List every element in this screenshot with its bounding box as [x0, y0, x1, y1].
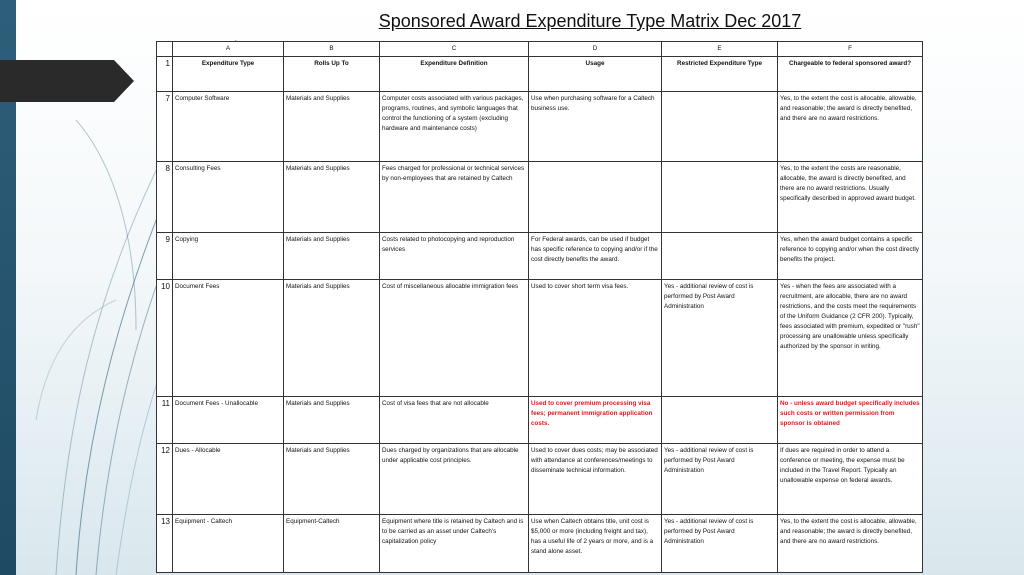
restricted-cell: Yes - additional review of cost is performed by Post Award Administration: [662, 280, 778, 397]
usage-cell: Used to cover short term visa fees.: [529, 280, 662, 397]
definition-cell: Fees charged for professional or technical services by non-employees that are retained by Caltech: [380, 162, 529, 233]
column-header: Expenditure Definition: [380, 57, 529, 92]
column-header: Rolls Up To: [284, 57, 380, 92]
column-letter-row: [157, 42, 923, 57]
table-row: [157, 397, 923, 444]
restricted-cell: [662, 92, 778, 162]
rolls-up-to-cell: Materials and Supplies: [284, 92, 380, 162]
rolls-up-to-cell: Equipment-Caltech: [284, 515, 380, 573]
row-number: 13: [157, 515, 173, 573]
definition-cell: Costs related to photocopying and reproduction services: [380, 233, 529, 280]
table-row: [157, 92, 923, 162]
definition-cell: Cost of miscellaneous allocable immigration fees: [380, 280, 529, 397]
usage-cell: Used to cover premium processing visa fees; permanent immigration application costs.: [529, 397, 662, 444]
rolls-up-to-cell: Materials and Supplies: [284, 162, 380, 233]
table-row: [157, 444, 923, 515]
rolls-up-to-cell: Materials and Supplies: [284, 444, 380, 515]
column-header: Expenditure Type: [173, 57, 284, 92]
table-row: [157, 233, 923, 280]
corner-cell: [157, 42, 173, 57]
row-number: 8: [157, 162, 173, 233]
expenditure-type-cell: Consulting Fees: [173, 162, 284, 233]
row-number: 10: [157, 280, 173, 397]
rolls-up-to-cell: Materials and Supplies: [284, 397, 380, 444]
rolls-up-to-cell: Materials and Supplies: [284, 280, 380, 397]
column-header: Usage: [529, 57, 662, 92]
definition-cell: Equipment where title is retained by Caltech and is to be carried as an asset under Caltech's capitalization policy: [380, 515, 529, 573]
row-number: 12: [157, 444, 173, 515]
chargeable-cell: Yes, to the extent the costs are reasonable, allocable, the award is directly benefited, and there are no award restrictions. Usually specifically described in approved award budget.: [778, 162, 923, 233]
chargeable-cell: Yes, to the extent the cost is allocable, allowable, and reasonable; the award is directly benefited, and there are no award restrictions.: [778, 92, 923, 162]
expenditure-type-cell: Document Fees - Unallocable: [173, 397, 284, 444]
definition-cell: Cost of visa fees that are not allocable: [380, 397, 529, 444]
expenditure-matrix-table: [156, 41, 923, 573]
restricted-cell: Yes - additional review of cost is performed by Post Award Administration: [662, 444, 778, 515]
table-row: [157, 280, 923, 397]
column-letter: E: [662, 42, 778, 57]
restricted-cell: [662, 162, 778, 233]
restricted-cell: Yes - additional review of cost is performed by Post Award Administration: [662, 515, 778, 573]
usage-cell: [529, 162, 662, 233]
row-number: 11: [157, 397, 173, 444]
definition-cell: Computer costs associated with various packages, programs, routines, and symbolic languages that control the functioning of a system (excluding hardware and maintenance costs): [380, 92, 529, 162]
table-row: [157, 515, 923, 573]
chargeable-cell: Yes - when the fees are associated with a recruitment, are allocable, there are no award restrictions, and the costs meet the requirements of the Uniform Guidance (2 CFR 200). Typically, fees associated with premium, expedited or "rush" processing are unallowable unless specifically authorized by the sponsor in writing.: [778, 280, 923, 397]
column-letter: A: [173, 42, 284, 57]
arrow-tab-shape: [0, 60, 134, 102]
expenditure-type-cell: Copying: [173, 233, 284, 280]
column-letter: D: [529, 42, 662, 57]
column-header: Chargeable to federal sponsored award?: [778, 57, 923, 92]
expenditure-type-cell: Equipment - Caltech: [173, 515, 284, 573]
expenditure-type-cell: Document Fees: [173, 280, 284, 397]
row-number: 9: [157, 233, 173, 280]
column-letter: B: [284, 42, 380, 57]
definition-cell: Dues charged by organizations that are allocable under applicable cost principles.: [380, 444, 529, 515]
usage-cell: Use when Caltech obtains title, unit cost is $5,000 or more (including freight and tax), has a useful life of 2 years or more, and is a stand alone asset.: [529, 515, 662, 573]
column-header: Restricted Expenditure Type: [662, 57, 778, 92]
table-row: [157, 162, 923, 233]
chargeable-cell: If dues are required in order to attend a conference or meeting, the expense must be included in the Travel Report. Typically an unallowable expense on federal awards.: [778, 444, 923, 515]
usage-cell: Use when purchasing software for a Caltech business use.: [529, 92, 662, 162]
rolls-up-to-cell: Materials and Supplies: [284, 233, 380, 280]
expenditure-type-cell: Dues - Allocable: [173, 444, 284, 515]
chargeable-cell: Yes, to the extent the cost is allocable, allowable, and reasonable; the award is directly benefited, and there are no award restrictions.: [778, 515, 923, 573]
row-number: 7: [157, 92, 173, 162]
expenditure-type-cell: Computer Software: [173, 92, 284, 162]
column-letter: F: [778, 42, 923, 57]
restricted-cell: [662, 233, 778, 280]
page-title: Sponsored Award Expenditure Type Matrix Dec 2017: [378, 11, 802, 31]
chargeable-cell: Yes, when the award budget contains a specific reference to copying and/or when the cost directly benefits the project.: [778, 233, 923, 280]
header-row: [157, 57, 923, 92]
restricted-cell: [662, 397, 778, 444]
usage-cell: For Federal awards, can be used if budget has specific reference to copying and/or if the cost directly benefits the award.: [529, 233, 662, 280]
chargeable-cell: No - unless award budget specifically includes such costs or written permission from sponsor is obtained: [778, 397, 923, 444]
usage-cell: Used to cover dues costs; may be associated with attendance at conferences/meetings to disseminate technical information.: [529, 444, 662, 515]
column-letter: C: [380, 42, 529, 57]
row-number: 1: [157, 57, 173, 92]
